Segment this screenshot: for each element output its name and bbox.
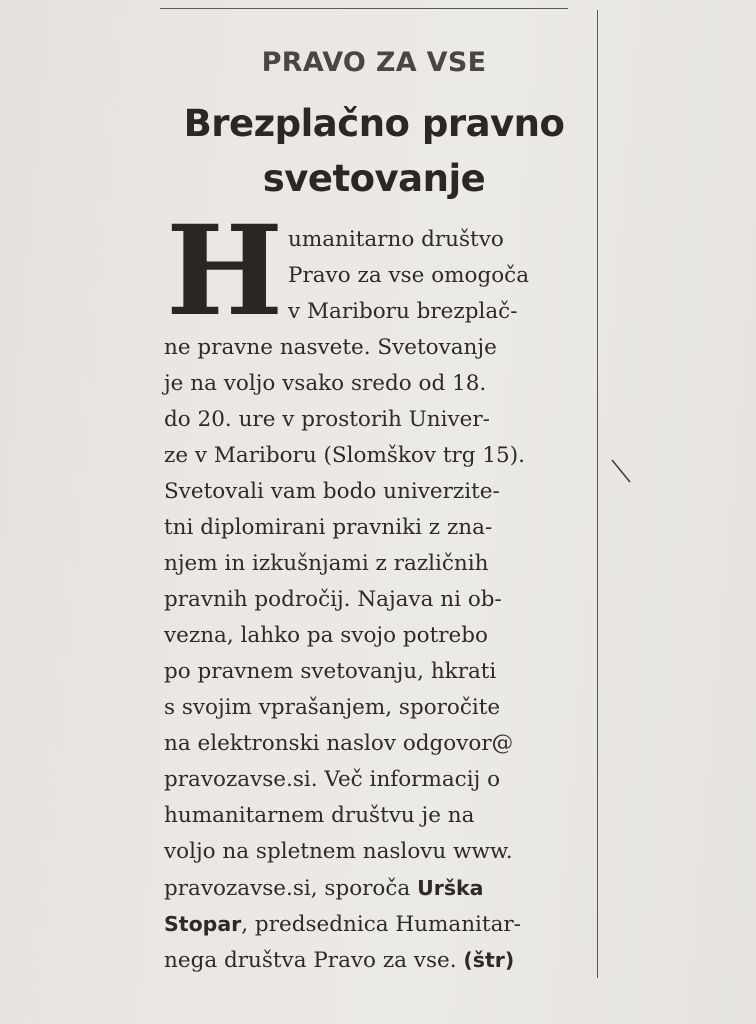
body-line — [164, 870, 584, 906]
column-rule — [597, 10, 598, 978]
article-kicker: PRAVO ZA VSE — [261, 47, 487, 78]
body-line: Svetovali vam bodo univerzite- — [164, 479, 500, 504]
headline-line-1: Brezplačno pravno — [183, 102, 565, 145]
body-line: voljo na spletnem naslovu www. — [164, 839, 513, 864]
author-first-name: Urška — [417, 876, 484, 900]
article — [164, 40, 584, 978]
body-line: na elektronski naslov odgovor@ — [164, 731, 514, 756]
byline-initials: (štr) — [463, 948, 515, 972]
body-line: pravozavse.si. Več informacij o — [164, 767, 501, 792]
body-line: tni diplomirani pravniki z zna- — [164, 515, 493, 540]
body-line: ze v Mariboru (Slomškov trg 15). — [164, 443, 525, 468]
body-line: je na voljo vsako sredo od 18. — [164, 371, 487, 396]
body-line: ne pravne nasvete. Svetovanje — [164, 335, 497, 360]
body-line — [164, 906, 584, 942]
body-line: humanitarnem društvu je na — [164, 803, 475, 828]
line-text: nega društva Pravo za vse. — [164, 948, 464, 973]
body-line: do 20. ure v prostorih Univer- — [164, 407, 490, 432]
body-line: po pravnem svetovanju, hkrati — [164, 659, 497, 684]
article-body — [164, 199, 584, 978]
body-line: Pravo za vse omogoča — [288, 263, 530, 288]
pen-mark-icon — [608, 456, 638, 486]
drop-cap: H — [166, 199, 284, 344]
body-line: pravnih področij. Najava ni ob- — [164, 587, 502, 612]
line-text: pravozavse.si, sporoča — [164, 876, 418, 901]
body-line: v Mariboru brezplač- — [288, 299, 518, 324]
body-line: vezna, lahko pa svojo potrebo — [164, 623, 488, 648]
body-line — [164, 942, 584, 978]
author-last-name: Stopar — [164, 912, 242, 936]
body-line: s svojim vprašanjem, sporočite — [164, 695, 501, 720]
body-line: njem in izkušnjami z različnih — [164, 551, 489, 576]
top-rule — [160, 8, 568, 9]
headline-line-2: svetovanje — [262, 157, 486, 200]
body-line: umanitarno društvo — [288, 227, 504, 252]
line-text: , predsednica Humanitar- — [241, 912, 521, 937]
article-headline — [164, 96, 584, 206]
